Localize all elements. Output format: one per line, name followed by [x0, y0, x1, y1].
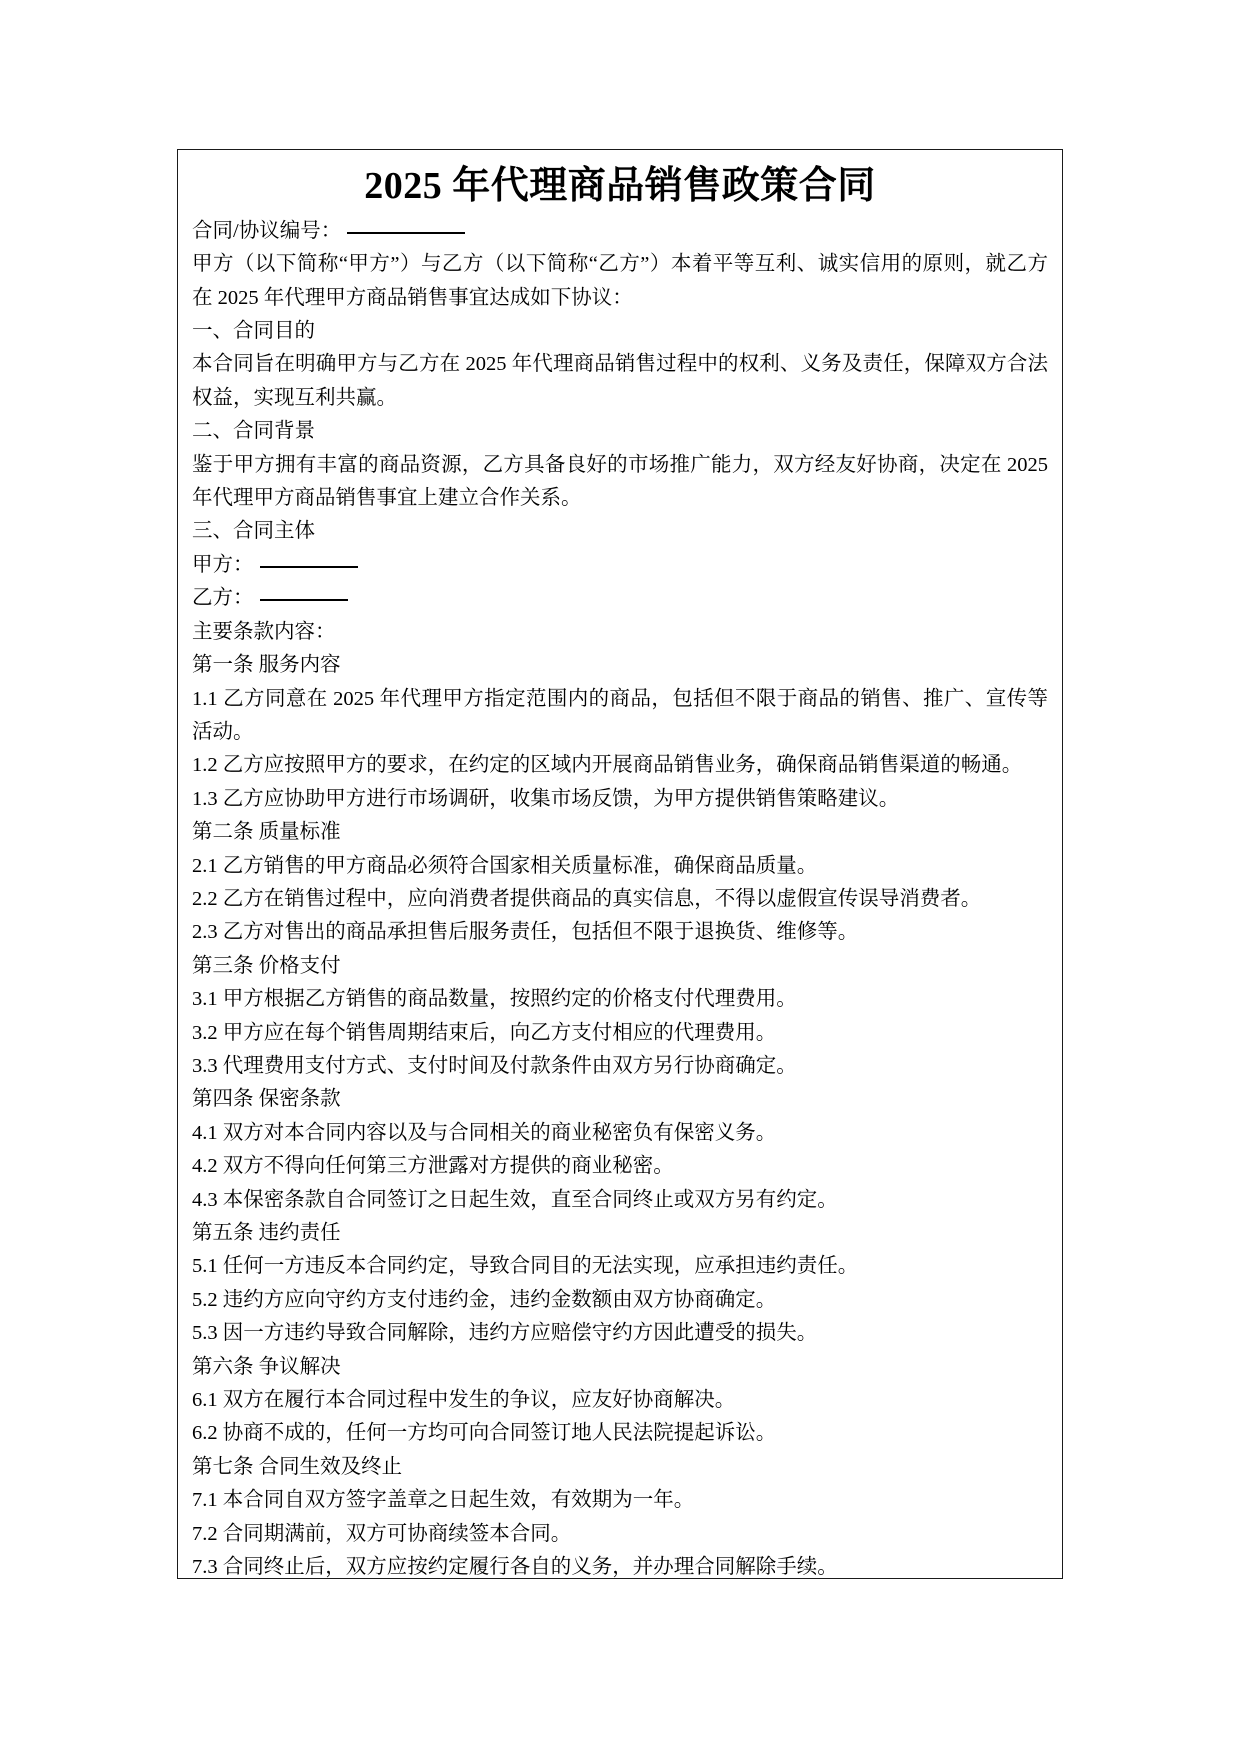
article-7-item-2: 7.2 合同期满前，双方可协商续签本合同。: [192, 1522, 572, 1545]
article-2-item-3: 2.3 乙方对售出的商品承担售后服务责任，包括但不限于退换货、维修等。: [192, 921, 859, 944]
article-3-item-3: 3.3 代理费用支付方式、支付时间及付款条件由双方另行协商确定。: [192, 1054, 797, 1077]
party-a-label: 甲方：: [192, 553, 254, 576]
article-1-item-1: 1.1 乙方同意在 2025 年代理甲方指定范围内的商品，包括但不限于商品的销售、推广、宣传等活动。: [192, 687, 1048, 743]
party-b-label: 乙方：: [192, 587, 254, 610]
article-heading-6: 第六条 争议解决: [192, 1355, 341, 1378]
article-4-item-2: 4.2 双方不得向任何第三方泄露对方提供的商业秘密。: [192, 1155, 674, 1178]
section-purpose-paragraph: 本合同旨在明确甲方与乙方在 2025 年代理商品销售过程中的权利、义务及责任，保障双方合法权益，实现互利共赢。: [192, 353, 1048, 409]
article-heading-4: 第四条 保密条款: [192, 1088, 341, 1111]
party-a-line: [192, 549, 1048, 582]
contract-number-line: [192, 215, 1048, 248]
article-2-item-2: 2.2 乙方在销售过程中，应向消费者提供商品的真实信息，不得以虚假宣传误导消费者。: [192, 887, 982, 910]
article-heading-2: 第二条 质量标准: [192, 821, 341, 844]
article-3-item-1: 3.1 甲方根据乙方销售的商品数量，按照约定的价格支付代理费用。: [192, 988, 797, 1011]
article-4-item-1: 4.1 双方对本合同内容以及与合同相关的商业秘密负有保密义务。: [192, 1121, 777, 1144]
article-5-item-2: 5.2 违约方应向守约方支付违约金，违约金数额由双方协商确定。: [192, 1288, 777, 1311]
contract-text: [192, 215, 1048, 1585]
contract-body-frame: [177, 149, 1063, 1579]
party-a-blank[interactable]: [260, 566, 358, 568]
section-heading-background: 二、合同背景: [192, 420, 315, 443]
preamble-paragraph: 甲方（以下简称“甲方”）与乙方（以下简称“乙方”）本着平等互利、诚实信用的原则，就乙方在 2025 年代理甲方商品销售事宜达成如下协议：: [192, 253, 1048, 309]
section-background-paragraph: 鉴于甲方拥有丰富的商品资源，乙方具备良好的市场推广能力，双方经友好协商，决定在 2025 年代理甲方商品销售事宜上建立合作关系。: [192, 453, 1048, 510]
article-3-item-2: 3.2 甲方应在每个销售周期结束后，向乙方支付相应的代理费用。: [192, 1021, 777, 1044]
article-7-item-1: 7.1 本合同自双方签字盖章之日起生效，有效期为一年。: [192, 1489, 695, 1512]
article-5-item-1: 5.1 任何一方违反本合同约定，导致合同目的无法实现，应承担违约责任。: [192, 1255, 859, 1278]
article-6-item-2: 6.2 协商不成的，任何一方均可向合同签订地人民法院提起诉讼。: [192, 1422, 777, 1445]
contract-number-label: 合同/协议编号：: [192, 219, 342, 242]
article-1-item-3: 1.3 乙方应协助甲方进行市场调研，收集市场反馈，为甲方提供销售策略建议。: [192, 787, 900, 810]
article-heading-3: 第三条 价格支付: [192, 954, 341, 977]
main-terms-label: 主要条款内容：: [192, 620, 336, 643]
article-4-item-3: 4.3 本保密条款自合同签订之日起生效，直至合同终止或双方另有约定。: [192, 1188, 838, 1211]
article-heading-7: 第七条 合同生效及终止: [192, 1455, 403, 1478]
article-2-item-1: 2.1 乙方销售的甲方商品必须符合国家相关质量标准，确保商品质量。: [192, 854, 818, 877]
article-6-item-1: 6.1 双方在履行本合同过程中发生的争议，应友好协商解决。: [192, 1389, 736, 1412]
page-title: 2025 年代理商品销售政策合同: [364, 165, 876, 207]
article-5-item-3: 5.3 因一方违约导致合同解除，违约方应赔偿守约方因此遭受的损失。: [192, 1322, 818, 1345]
article-heading-1: 第一条 服务内容: [192, 654, 341, 677]
article-7-item-3: 7.3 合同终止后，双方应按约定履行各自的义务，并办理合同解除手续。: [192, 1556, 838, 1579]
party-b-blank[interactable]: [260, 599, 348, 601]
article-heading-5: 第五条 违约责任: [192, 1222, 341, 1245]
section-heading-purpose: 一、合同目的: [192, 320, 315, 343]
article-1-item-2: 1.2 乙方应按照甲方的要求，在约定的区域内开展商品销售业务，确保商品销售渠道的畅通。: [192, 754, 1023, 777]
party-b-line: [192, 582, 1048, 615]
contract-number-blank[interactable]: [347, 232, 465, 234]
section-heading-parties: 三、合同主体: [192, 520, 315, 543]
